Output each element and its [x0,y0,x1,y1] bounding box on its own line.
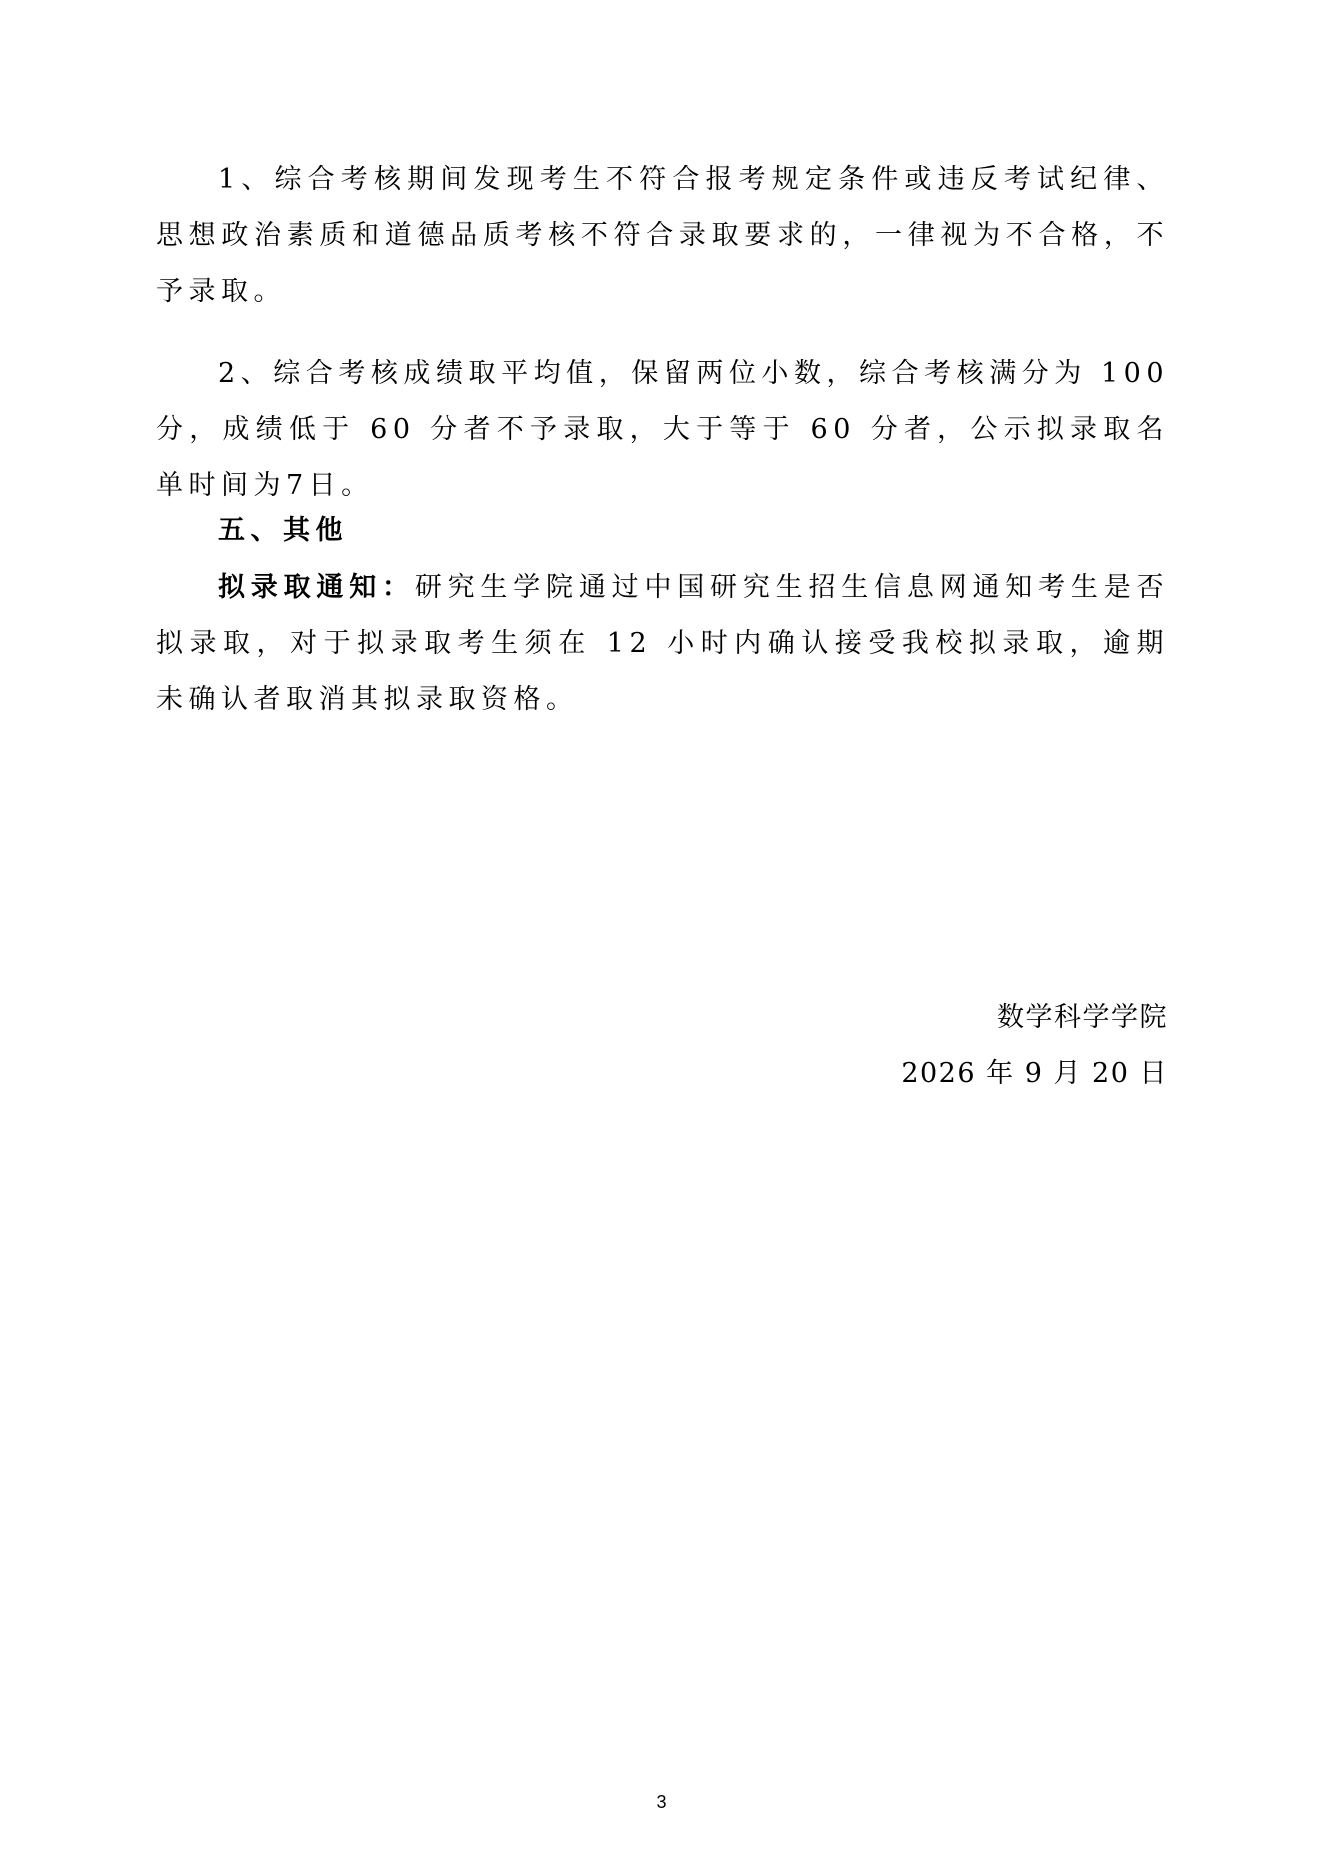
paragraph-disqualification: 1、综合考核期间发现考生不符合报考规定条件或违反考试纪律、思想政治素质和道德品质考核不符合录取要求的，一律视为不合格，不予录取。 [156,164,1169,307]
section-heading-other: 五、其他 [218,515,348,546]
paragraph-scoring: 2、综合考核成绩取平均值，保留两位小数，综合考核满分为 100 分，成绩低于 60 分者不予录取，大于等于 60 分者，公示拟录取名单时间为7日。 [156,358,1169,501]
signature-block [901,990,1168,1102]
notice-lead: 拟录取通知： [218,572,415,603]
paragraph-admission-notice [156,560,1169,728]
notice-body: 研究生学院通过中国研究生招生信息网通知考生是否拟录取，对于拟录取考生须在 12 小时内确认接受我校拟录取，逾期未确认者取消其拟录取资格。 [156,572,1170,715]
signature-date: 2026 年 9 月 20 日 [901,1058,1168,1089]
page-number: 3 [656,1792,667,1812]
signature-organization: 数学科学学院 [997,1002,1168,1033]
